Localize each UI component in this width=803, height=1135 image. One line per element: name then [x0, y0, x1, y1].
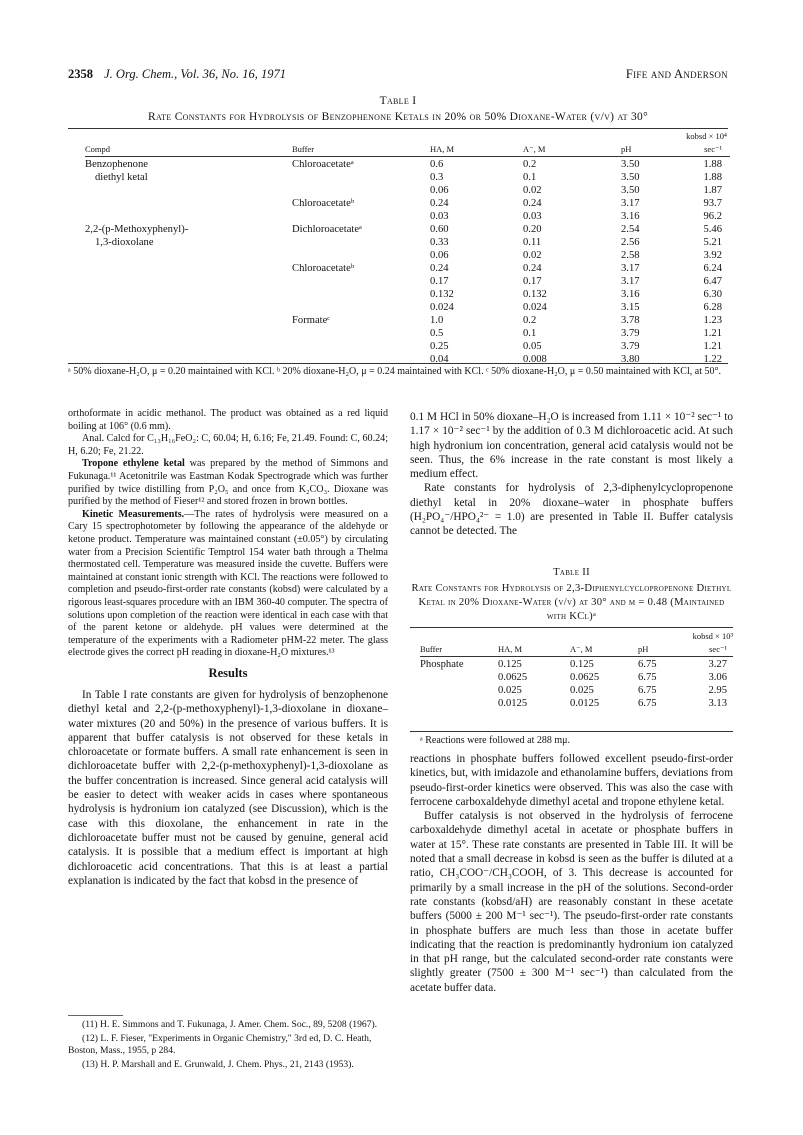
table2-head-a: A⁻, M: [570, 644, 593, 654]
table1-cell-compd: [85, 275, 270, 288]
table-row: [420, 671, 733, 684]
table1-cell-k: 6.30: [703, 289, 722, 300]
table2-cell-a: 0.0125: [570, 698, 600, 709]
right-para-2: Rate constants for hydrolysis of 2,3-diphenylcyclopropenone diethyl ketal in 20% dioxane–water in phosphate buffers (H₂PO₄⁻/HPO₄²⁻ = 1.0) are presented in Table II. Buffer catalysis cannot be detected. The: [410, 482, 733, 538]
table1-cell-buffer: Chloroacetateᵇ: [292, 263, 355, 274]
table1-cell-k: 1.88: [703, 172, 722, 183]
table1-cell-ph: 3.50: [621, 172, 640, 183]
table-row: [85, 210, 730, 223]
table-row: [85, 340, 730, 353]
table1-cell-k: 93.7: [703, 198, 722, 209]
table1-cell-compd: [85, 184, 270, 197]
right-para-1: 0.1 M HCl in 50% dioxane–H₂O is increased from 1.11 × 10⁻² sec⁻¹ to 1.17 × 10⁻² sec⁻¹ by the addition of 0.3 M dichloroacetic acid. At such high hydronium ion concentration, general acid catalysis would not be seen. Thus, the 6% increase in the rate constant is most likely a medium effect.: [410, 411, 733, 481]
table2-head-ph: pH: [638, 644, 649, 654]
table1-cell-compd: diethyl ketal: [95, 172, 148, 183]
table2-caption: Rate Constants for Hydrolysis of 2,3-Diphenylcyclopropenone Diethyl Ketal in 20% Dioxane-Water (v/v) at 30° and μ = 0.48 (Maintained with KCl)ᵃ: [411, 583, 732, 622]
kinetic-para: [68, 509, 388, 660]
table2-cell-ph: 6.75: [638, 672, 657, 683]
table2-cell-a: 0.025: [570, 685, 594, 696]
table1-cell-a: 0.03: [523, 211, 542, 222]
table1-cell-a: 0.11: [523, 237, 542, 248]
table2-cell-ha: 0.125: [498, 659, 522, 670]
table1-cell-k: 1.87: [703, 185, 722, 196]
table1-cell-k: 3.92: [703, 250, 722, 261]
table1-cell-buffer: Dichloroacetateᵃ: [292, 224, 362, 235]
table1-head-ha: HA, M: [430, 144, 455, 154]
table-row: [420, 684, 733, 697]
table1-cell-compd: 2,2-(p-Methoxyphenyl)-: [85, 224, 189, 235]
table1-cell-a: 0.1: [523, 328, 537, 339]
table1-cell-ph: 3.79: [621, 341, 640, 352]
table1-cell-k: 1.21: [703, 341, 722, 352]
table1-bottom-rule: [68, 363, 728, 364]
table1-top-rule: [68, 128, 728, 129]
table1-cell-ph: 2.54: [621, 224, 640, 235]
table1-cell-a: 0.008: [523, 354, 547, 365]
table-row: [85, 275, 730, 288]
table2-cell-buffer: [420, 671, 490, 684]
journal-citation: J. Org. Chem., Vol. 36, No. 16, 1971: [104, 67, 286, 81]
table1-cell-a: 0.20: [523, 224, 542, 235]
table2-cell-k: 2.95: [708, 685, 727, 696]
table2-cell-buffer: Phosphate: [420, 659, 464, 670]
table1-head-buffer: Buffer: [292, 144, 315, 154]
tropone-para: [68, 458, 388, 508]
table-row: [85, 288, 730, 301]
table2-head-ha: HA, M: [498, 644, 523, 654]
table2-footnote: ᵃ Reactions were followed at 288 mμ.: [420, 735, 570, 746]
table1-cell-buffer: Chloroacetateᵇ: [292, 198, 355, 209]
table2-cell-k: 3.06: [708, 672, 727, 683]
table2-cell-ha: 0.0625: [498, 672, 528, 683]
table1-cell-ha: 0.17: [430, 276, 449, 287]
table1-cell-ha: 0.06: [430, 185, 449, 196]
table1-cell-compd: [85, 314, 270, 327]
table1-cell-a: 0.1: [523, 172, 537, 183]
reference-11: (11) H. E. Simmons and T. Fukunaga, J. Amer. Chem. Soc., 89, 5208 (1967).: [82, 1019, 378, 1030]
table2-cell-buffer: [420, 684, 490, 697]
table2-bottom-rule: [410, 731, 733, 732]
table1-cell-ha: 0.24: [430, 263, 449, 274]
table-row: [85, 249, 730, 262]
table2-head-k-unit: sec⁻¹: [709, 644, 727, 654]
table1-cell-ph: 3.16: [621, 289, 640, 300]
table1-cell-buffer: [270, 340, 420, 353]
table1-cell-ph: 3.17: [621, 276, 640, 287]
table1-cell-compd: [85, 301, 270, 314]
table1-cell-ha: 0.06: [430, 250, 449, 261]
table1-cell-buffer: [270, 301, 420, 314]
table2-cell-ph: 6.75: [638, 698, 657, 709]
running-header: [68, 67, 728, 83]
table1-cell-ph: 3.50: [621, 185, 640, 196]
table1-cell-ph: 3.79: [621, 328, 640, 339]
table-row: [420, 697, 733, 710]
table1-cell-a: 0.05: [523, 341, 542, 352]
table2-cell-k: 3.27: [708, 659, 727, 670]
table1-cell-ha: 0.60: [430, 224, 449, 235]
table1-cell-ha: 0.6: [430, 159, 444, 170]
table1-cell-ha: 0.25: [430, 341, 449, 352]
table1-cell-ph: 3.50: [621, 159, 640, 170]
table1-cell-ph: 2.56: [621, 237, 640, 248]
reference-13: (13) H. P. Marshall and E. Grunwald, J. Chem. Phys., 21, 2143 (1953).: [82, 1059, 354, 1070]
table2-cell-buffer: [420, 697, 490, 710]
table2-cell-a: 0.0625: [570, 672, 600, 683]
table2-top-rule: [410, 627, 733, 628]
table1-cell-ha: 0.33: [430, 237, 449, 248]
table1: [85, 130, 730, 366]
table1-cell-a: 0.2: [523, 315, 537, 326]
table1-cell-compd: [85, 262, 270, 275]
table1-cell-ha: 1.0: [430, 315, 444, 326]
references: [68, 1019, 388, 1073]
table-row: [85, 262, 730, 275]
table2-cell-a: 0.125: [570, 659, 594, 670]
tropone-text: was prepared by the method of Simmons and Fukunaga.¹¹ Acetonitrile was Eastman Kodak Spectrograde which was further purified by twice distilling from P₂O₅ and once from K₂CO₃. Dioxane was purified by the method of Fieser¹² and stored frozen in brown bottles.: [68, 458, 388, 508]
table1-cell-a: 0.17: [523, 276, 542, 287]
table1-cell-k: 1.22: [703, 354, 722, 365]
table1-cell-ha: 0.3: [430, 172, 444, 183]
right-para-3: reactions in phosphate buffers followed excellent pseudo-first-order kinetics, but, with imidazole and ethanolamine buffers, deviations from pseudo-first-order kinetics were observed. This was also the case with ferrocene carboxaldehyde dimethyl acetal and tropone ethylene ketal.: [410, 753, 733, 808]
table1-cell-compd: [85, 249, 270, 262]
table1-cell-buffer: [270, 249, 420, 262]
table2-head-k: kobsd × 10³: [692, 631, 733, 641]
left-column-results: [68, 688, 388, 888]
results-heading: Results: [208, 666, 248, 680]
tropone-heading: Tropone ethylene ketal: [82, 458, 185, 470]
table1-cell-ha: 0.04: [430, 354, 449, 365]
table-row: [85, 171, 730, 184]
table-row: [420, 658, 733, 671]
table-row: [85, 158, 730, 171]
table1-cell-k: 6.47: [703, 276, 722, 287]
table1-cell-buffer: [270, 171, 420, 184]
table1-cell-buffer: [270, 210, 420, 223]
table1-cell-ph: 3.16: [621, 211, 640, 222]
table1-cell-ph: 3.17: [621, 263, 640, 274]
table1-cell-k: 1.23: [703, 315, 722, 326]
table1-cell-k: 6.24: [703, 263, 722, 274]
table-row: [85, 184, 730, 197]
table1-cell-ph: 2.58: [621, 250, 640, 261]
right-column-top: [410, 410, 733, 539]
table1-cell-ph: 3.78: [621, 315, 640, 326]
page-number: 2358: [68, 67, 93, 81]
table1-caption: Rate Constants for Hydrolysis of Benzophenone Ketals in 20% or 50% Dioxane-Water (v/v) at 30°: [147, 111, 648, 123]
table-row: [85, 327, 730, 340]
table1-cell-compd: [85, 288, 270, 301]
results-para: In Table I rate constants are given for hydrolysis of benzophenone diethyl ketal and 2,2-(p-methoxyphenyl)-1,3-dioxolane in dioxane–water mixtures (20 and 50%) in the presence of various buffers. It is apparent that buffer catalysis is not observed for these ketals in chloroacetate or formate buffers. A small rate enhancement is seen in dichloroacetate buffer with 2,2-(p-methoxyphenyl)-1,3-dioxolane as the buffer concentration is increased. Since general acid catalysis will be easier to detect with weaker acids in cases where spontaneous hydrolysis is hydronium ion catalyzed (see Discussion), which is the case with this dioxolane, the enhancement in rate in the dichloroacetate buffer must not be caused by genuine, general acid catalysis. It is possible that a medium effect is important at high dichloroacetic acid concentrations. That this is at least a partial explanation is indicated by the fact that kobsd in the presence of: [68, 689, 388, 887]
table-row: [85, 236, 730, 249]
table-row: [85, 301, 730, 314]
table2: [420, 630, 733, 710]
table1-cell-ph: 3.15: [621, 302, 640, 313]
analysis-para: Anal. Calcd for C₁₃H₁₆FeO₂: C, 60.04; H, 6.16; Fe, 21.49. Found: C, 60.24; H, 6.20; Fe, 21.22.: [68, 433, 388, 457]
table1-cell-buffer: [270, 327, 420, 340]
table1-cell-buffer: [270, 353, 420, 366]
table1-head-k-unit: sec⁻¹: [704, 144, 722, 154]
table1-cell-compd: Benzophenone: [85, 159, 148, 170]
reference-12: (12) L. F. Fieser, "Experiments in Organic Chemistry," 3rd ed, D. C. Heath, Boston, Mass., 1955, p 284.: [68, 1033, 372, 1056]
table2-header-row: [420, 630, 733, 643]
table-row: [85, 197, 730, 210]
table1-cell-a: 0.02: [523, 185, 542, 196]
right-para-4: Buffer catalysis is not observed in the hydrolysis of ferrocene carboxaldehyde dimethyl acetal in acetate or phosphate buffers in water at 15°. These rate constants are presented in Table III. It will be noted that a small decrease in kobsd is seen as the buffer is diluted at a ratio, CH₃COO⁻/CH₃COOH, of 3. This decrease is accounted for primarily by a small increase in the pH of the solutions. Second-order rate constants (kobsd/aH) are reasonably constant in these acetate buffers (5000 ± 200 M⁻¹ sec⁻¹). The pseudo-first-order rate constants in phosphate buffers are much less than those in acetate buffer indicating that the reaction is predominantly hydronium ion catalyzed in that pH range, but the calculated second-order rate constants were slightly greater (7500 ± 300 M⁻¹ sec⁻¹) than calculated from the acetate buffer data.: [410, 810, 733, 994]
table1-cell-k: 5.46: [703, 224, 722, 235]
table1-cell-a: 0.132: [523, 289, 547, 300]
table1-cell-compd: [85, 353, 270, 366]
table1-cell-compd: [85, 210, 270, 223]
table1-cell-a: 0.02: [523, 250, 542, 261]
table1-cell-a: 0.024: [523, 302, 547, 313]
table1-cell-a: 0.2: [523, 159, 537, 170]
table1-cell-ha: 0.5: [430, 328, 444, 339]
table1-cell-buffer: Chloroacetateᵃ: [292, 159, 354, 170]
table1-cell-compd: 1,3-dioxolane: [95, 237, 154, 248]
table2-cell-ha: 0.0125: [498, 698, 528, 709]
table1-head-compd: Compd: [85, 144, 111, 154]
table1-cell-compd: [85, 327, 270, 340]
table1-cell-ph: 3.80: [621, 354, 640, 365]
table1-label: Table I: [379, 95, 417, 107]
table1-cell-compd: [85, 197, 270, 210]
table2-cell-ha: 0.025: [498, 685, 522, 696]
running-authors: Fife and Anderson: [625, 67, 728, 81]
kinetic-heading: Kinetic Measurements.: [82, 508, 185, 520]
kinetic-text: —The rates of hydrolysis were measured on a Cary 15 spectrophotometer by following the appearance of the aldehyde or ketone product. Temperature was maintained constant (±0.05°) by circulating water from a Precision Scientific Temptrol 154 water bath through a Thelma thermostated cell. Temperature was measured inside the cuvette. Buffers were maintained at constant ionic strength with KCl. The reactions were followed to completion and pseudo-first-order rate constants (kobsd) were calculated by a rigorous least-squares procedure with an IBM 360-40 computer. The spectra of solutions upon completion of the reaction were identical in each case with that of the parent ketone or aldehyde. pH values were determined at the temperature of the experiments with a Radiometer pHM-22 meter. The glass electrode gives the correct pH reading in dioxane-H₂O mixtures.¹³: [68, 508, 388, 659]
table2-head-buffer: Buffer: [420, 644, 443, 654]
table1-cell-k: 6.28: [703, 302, 722, 313]
table1-cell-ha: 0.024: [430, 302, 454, 313]
table-row: [85, 314, 730, 327]
table1-cell-ha: 0.132: [430, 289, 454, 300]
table1-cell-buffer: [270, 288, 420, 301]
table1-cell-k: 5.21: [703, 237, 722, 248]
table1-cell-k: 1.88: [703, 159, 722, 170]
table1-cell-compd: [85, 340, 270, 353]
table1-header-row: [85, 130, 730, 143]
table1-footnote: ᵃ 50% dioxane-H₂O, μ = 0.20 maintained with KCl. ᵇ 20% dioxane-H₂O, μ = 0.24 maintained with KCl. ᶜ 50% dioxane-H₂O, μ = 0.50 maintained with KCl, at 50°.: [68, 366, 721, 377]
table2-cell-ph: 6.75: [638, 685, 657, 696]
table1-head-ph: pH: [621, 144, 632, 154]
table1-cell-a: 0.24: [523, 198, 542, 209]
table1-cell-buffer: [270, 236, 420, 249]
table1-cell-buffer: Formateᶜ: [292, 315, 331, 326]
table-row: [85, 353, 730, 366]
experimental-para: orthoformate in acidic methanol. The product was obtained as a red liquid boiling at 106° (0.6 mm).: [68, 408, 388, 432]
table-row: [85, 223, 730, 236]
table1-cell-a: 0.24: [523, 263, 542, 274]
table2-label: Table II: [553, 567, 590, 578]
table1-head-k: kobsd × 10⁴: [686, 131, 727, 141]
table1-cell-k: 1.21: [703, 328, 722, 339]
table1-head-a: A⁻, M: [523, 144, 546, 154]
table2-cell-ph: 6.75: [638, 659, 657, 670]
table1-cell-buffer: [270, 275, 420, 288]
table1-cell-ph: 3.17: [621, 198, 640, 209]
table1-cell-ha: 0.03: [430, 211, 449, 222]
references-rule: [68, 1015, 123, 1016]
table1-cell-ha: 0.24: [430, 198, 449, 209]
left-column-experimental: [68, 408, 388, 660]
right-column-bottom: [410, 752, 733, 995]
table1-cell-buffer: [270, 184, 420, 197]
table1-cell-k: 96.2: [703, 211, 722, 222]
table2-cell-k: 3.13: [708, 698, 727, 709]
